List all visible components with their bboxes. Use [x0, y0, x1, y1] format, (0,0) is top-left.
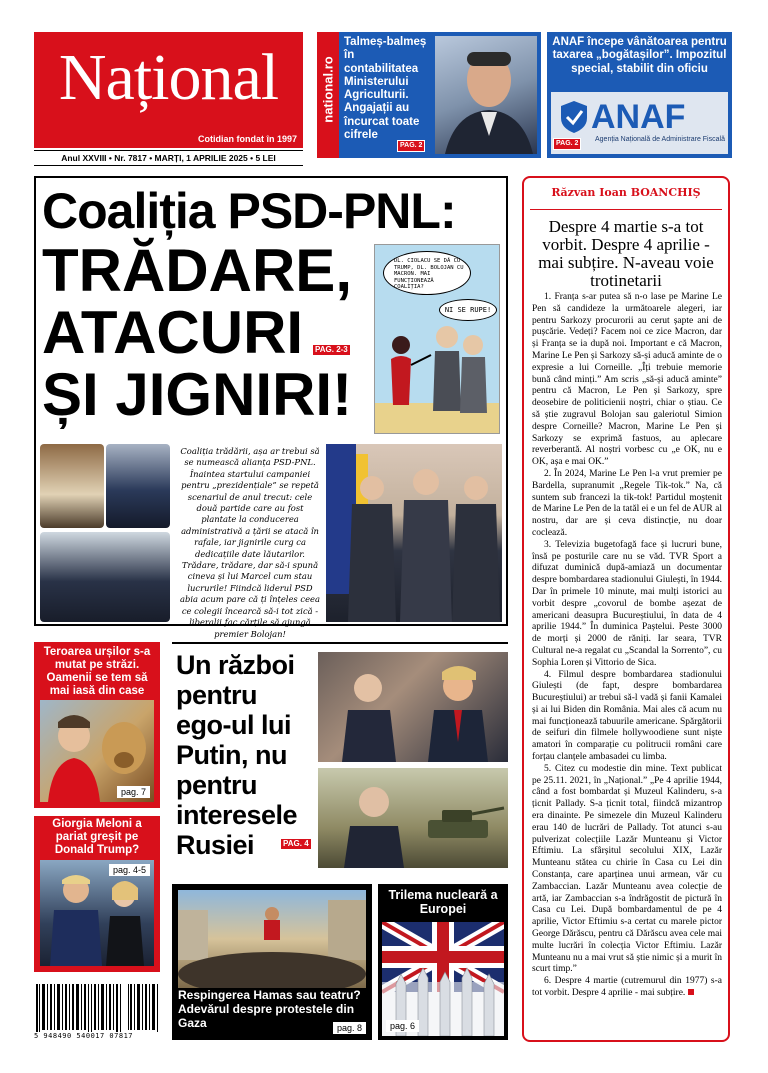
story-putin-headline: Un război pentru ego-ul lui Putin, nu pentru interesele Rusiei — [176, 650, 298, 860]
teaser-bears-text: Teroarea urșilor s-a mutat pe străzi. Oamenii se tem să mai iasă din case — [43, 646, 151, 697]
column-paragraph: 6. Despre 4 martie (cutremurul din 1977) s-a tot vorbit. Despre 4 aprilie - mai subțire. — [532, 976, 722, 999]
barcode-bars — [34, 984, 160, 1034]
photo-putin-trump-phone — [318, 652, 508, 762]
union-flag-missiles-photo — [382, 922, 504, 1036]
story-putin[interactable] — [172, 642, 508, 872]
page-ref-badge: PAG. 2-3 — [312, 344, 351, 356]
page-ref-label: pag. 4-5 — [109, 864, 150, 876]
teaser-anaf[interactable] — [547, 32, 732, 158]
portrait-illustration — [435, 36, 537, 154]
tagline: Cotidian fondat în 1997 — [197, 134, 297, 144]
teaser-meloni[interactable] — [34, 816, 160, 972]
photo-trump — [106, 444, 170, 528]
opinion-column[interactable] — [522, 176, 730, 1042]
column-author: Răzvan Ioan BOANCHIȘ — [530, 186, 722, 210]
column-paragraph: 3. Televizia bugetofagă face și lucruri bune, însă pe posturile care nu se văd. TVR Sport a difuzat duminică după-amiază un documentar despre bombardarea stadionului Giulești, în 1944. Dar în primele 10 minute, mai mulți istorici au vorbit despre „covorul de bombe așezat de americani deasupra Bucureștiului, în data de 4 aprilie 1944.” În duminica Paștelui. Peste 3000 de morți și 2000 de răniți. Iar seara, TVR Cultural ne-a regalat cu „Scandal la Sorrento”, cu Sophia Loren și Vittorio de Sica. — [532, 539, 722, 668]
anaf-logo-word: ANAF — [591, 98, 686, 136]
minister-photo — [435, 36, 537, 154]
teaser-bears[interactable] — [34, 642, 160, 808]
masthead-logo[interactable] — [34, 32, 303, 148]
photo-party-leaders — [326, 444, 502, 622]
leaders-phone-illustration — [318, 652, 508, 762]
column-paragraph: 5. Citez cu modestie din mine. Text publicat pe 25.11. 2021, în „Național.” „Pe 4 aprilie 1944, când a fost bombardat și Muzeul Kalinderu, s-a țicnit Pallady. S-a țicnit total, fiindcă mizantrop era dinainte. Pe simezele din Muzeul Kalinderu erau 140 de lucrări de Pallady. Tot atunci s-au pulverizat colecțiile Lazăr Munteanu și Victor Eftimiu. La sfârșitul secolului XIX, Lazăr Munteanu stătea cu chirie în Casa cu Lei din Constanța, care aparținea unui armean, văr cu Zambaccian. Lazăr Munteanu avea colecție de artă, iar Zambaccian s-a îndrăgostit de pictură în Casa cu Lei. După bombardamentul de pe 4 aprilie, Victor Eftimiu s-a certat cu marele pictor George Dărăscu, pentru că Dărăscu avea cele mai multe lucrări în colecția Victor Eftimiu. Lazăr Munteanu nu a mai vrut să știe nimic și a murit în scurt timp.” — [532, 763, 722, 975]
teaser-nuclear[interactable] — [378, 884, 508, 1040]
teaser-agriculture-text: Talmeș-balmeș în contabilitatea Ministerului Agriculturii. Angajații au încurcat toate cifrele — [344, 36, 427, 142]
union-flag-illustration — [382, 922, 504, 1036]
column-last-paragraph — [532, 976, 722, 1000]
teaser-gaza[interactable] — [172, 884, 372, 1040]
headline-line-1: Coaliția PSD-PNL: — [42, 183, 456, 239]
logo-text: Național — [58, 41, 279, 114]
bear-photo — [40, 700, 154, 802]
political-cartoon — [374, 244, 500, 434]
barcode-number: 5 948490 540017 07817 — [34, 1032, 160, 1040]
page-ref-label: pag. 8 — [333, 1022, 366, 1034]
protest-crowd-illustration — [178, 890, 366, 988]
anaf-shield-icon — [559, 100, 589, 134]
photo-ciolacu — [40, 444, 104, 528]
main-story[interactable] — [34, 176, 508, 639]
photo-macron-bolojan — [40, 532, 170, 622]
cartoon-speech-bubble: DL. CIOLACU SE DĂ CU TRUMP, DL. BOLOJAN CU MACRON. MAI FUNCȚIONEAZĂ COALIȚIA? — [383, 251, 471, 295]
page-ref-badge: PAG. 2 — [553, 138, 581, 150]
teaser-gaza-text: Respingerea Hamas sau teatru? Adevărul despre protestele din Gaza — [178, 988, 361, 1030]
gaza-protest-photo — [178, 890, 366, 988]
column-body — [532, 292, 722, 1000]
cartoon-figures — [375, 315, 500, 434]
column-paragraph: 4. Filmul despre bombardarea stadionului Giulești (de fapt, despre bombardarea Bucureștiului) ar trebui să-l vadă și fanii Kamalei și ai lui Biden din România. Mai ales că acum nu mai funcționează tabuurile americane. Spărgătorii de seifuri din filmele hollywoodiene sunt niște amatori în comparație cu politrucii români care forțau clanțele ambasadei cu limba. — [532, 669, 722, 763]
page-ref-label: pag. 7 — [117, 786, 150, 798]
cartoon-reply-bubble: NI SE RUPE! — [439, 299, 497, 321]
page-ref-badge: PAG. 2 — [397, 140, 425, 152]
site-label: national.ro — [320, 56, 336, 123]
photo-grid — [40, 444, 170, 622]
headline-line-3: ATACURI — [42, 299, 304, 366]
putin-tank-illustration — [318, 768, 508, 868]
teaser-nuclear-text: Trilema nucleară a Europei — [388, 888, 498, 916]
end-mark-icon — [688, 989, 694, 995]
main-story-caption: Coaliția trădării, așa ar trebui să se numească alianța PSD-PNL. Înaintea startului campaniei pentru „prezidențiale” se repetă scenariul de anul trecut: cele două partide care au fost plantate la conducerea administrativă a țării se atacă în rafale, iar jignirile curg ca dedicațiile date lăutarilor. Trădare, trădare, dar să-i spună cineva și lui Marcel cum stau lucrurile! Fiindcă liderul PSD abia acum pare că ți înțeles ceea ce colegii încearcă să-i tot zică - liberalii fac cărțile să ajungă premier Bolojan! — [180, 446, 320, 639]
anaf-logo-subtitle: Agenția Națională de Administrare Fiscală — [595, 136, 725, 143]
site-label-strip — [317, 32, 339, 158]
photo-putin-tank — [318, 768, 508, 868]
headline-line-2: TRĂDARE, — [42, 237, 352, 304]
teaser-anaf-text: ANAF începe vânătoarea pentru taxarea „bogătașilor”. Impozitul special, stabilit din oficiu — [552, 36, 727, 75]
column-title: Despre 4 martie s-a tot vorbit. Despre 4 aprilie - mai subțire. N-aveau voie trotinetarii — [538, 217, 714, 290]
teaser-agriculture[interactable] — [317, 32, 541, 158]
leaders-illustration — [326, 444, 502, 622]
column-paragraph: 2. În 2024, Marine Le Pen l-a vrut premier pe Bardella, supranumit „Regele Tik-tok.” Na, că suntem sub francezi la tik-tok! Partidul moștenit de Marine Le Pen de la tatăl ei e un fel de AUR al nostru, dar are și ceva distincție, nu doar coclează. — [532, 468, 722, 538]
column-paragraph: 1. Franța s-ar putea să n-o lase pe Marine Le Pen să candideze la următoarele alegeri, iar pentru Sarkozy procurorii au cerut șapte ani de pușcărie. Vedeți? Facem noi ce zice Macron, dar și Franța se ia după noi. Important e că Macron, Marine Le Pen și Sarkozy să-și aducă aminte de o expresie a lui Corneille. „Îți trebuie memorie bună când minți.” Am scris „să-și aducă aminte” pentru că Macron, Le Pen și Sarkozy, spre deosebire de politicienii noștri, chiar o știau. Ce să știe zugravul Bolojan sau galeriotul Simion despre Corneille? Macron, Marine Le Pen și Sarkozy se exprimă fastuos, au aplecare reverberantă. Al noștri vorbesc cu „e OK, nu e OK, așa e mai OK.” — [532, 292, 722, 468]
teaser-meloni-text: Giorgia Meloni a pariat greșit pe Donald Trump? — [52, 818, 142, 856]
page-ref-label: pag. 6 — [386, 1020, 419, 1032]
meloni-trump-photo — [40, 860, 154, 966]
issue-line: Anul XXVIII • Nr. 7817 • MARȚI, 1 APRILIE 2025 • 5 LEI — [34, 150, 303, 166]
headline-line-4: ȘI JIGNIRI! — [42, 361, 353, 428]
page-ref-badge: PAG. 4 — [280, 838, 312, 850]
